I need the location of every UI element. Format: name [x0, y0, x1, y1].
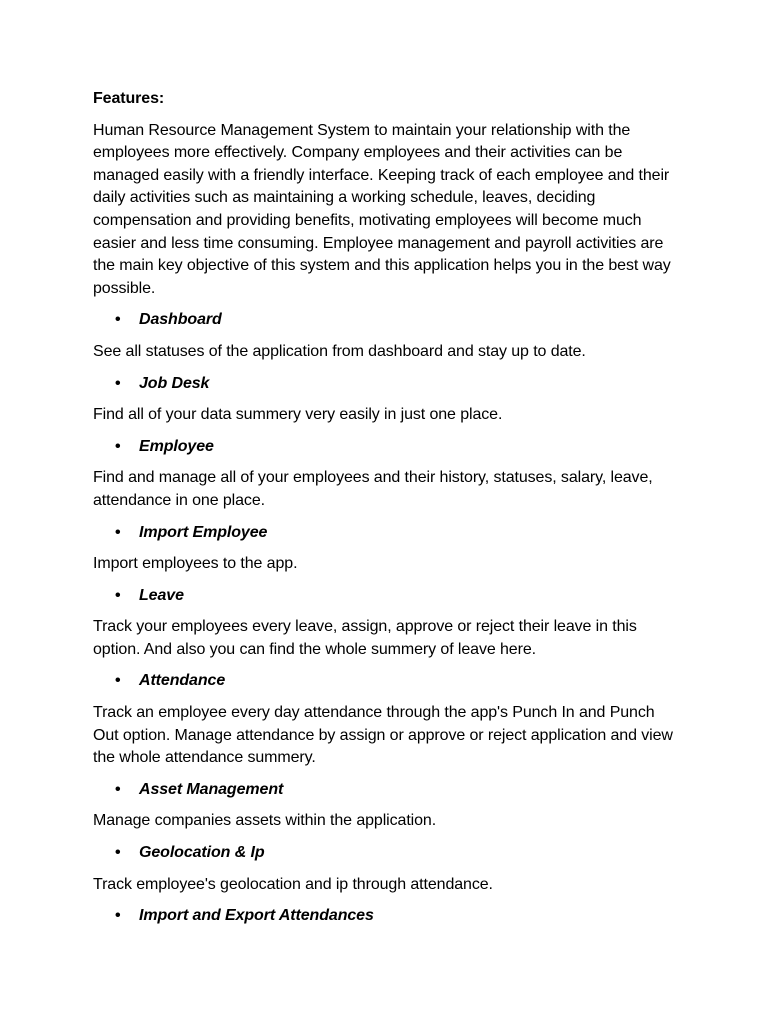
- feature-item-dashboard: [93, 309, 683, 332]
- feature-item-leave: [93, 585, 683, 608]
- feature-title: Attendance: [139, 672, 226, 690]
- feature-item-asset-management: [93, 779, 683, 802]
- feature-title: Employee: [139, 437, 214, 455]
- feature-title: Asset Management: [139, 780, 284, 798]
- document-page: [93, 88, 683, 937]
- feature-title: Dashboard: [139, 311, 222, 329]
- feature-description: Track an employee every day attendance through the app's Punch In and Punch Out option. Manage attendance by assign or approve or reject application and view the whole attendance summery.: [93, 704, 673, 767]
- bullet-icon: •: [115, 672, 121, 690]
- feature-title: Import Employee: [139, 523, 268, 541]
- feature-item-import-employee: [93, 522, 683, 545]
- feature-item-import-export-attendances: [93, 905, 683, 928]
- feature-description: Find and manage all of your employees and their history, statuses, salary, leave, attendance in one place.: [93, 469, 653, 509]
- feature-description: Find all of your data summery very easily in just one place.: [93, 406, 503, 424]
- features-heading: Features:: [93, 90, 165, 107]
- feature-item-attendance: [93, 670, 683, 693]
- feature-item-geolocation-ip: [93, 842, 683, 865]
- feature-title: Job Desk: [139, 374, 210, 392]
- intro-paragraph: Human Resource Management System to maintain your relationship with the employees more effectively. Company employees and their activities can be managed easily with a friendly interface. Keeping track of each employee and their daily activities such as maintaining a working schedule, leaves, deciding compensation and providing benefits, motivating employees will become much easier and less time consuming. Employee management and payroll activities are the main key objective of this system and this application helps you in the best way possible.: [93, 121, 671, 297]
- feature-description: Import employees to the app.: [93, 555, 298, 573]
- feature-title: Leave: [139, 586, 184, 604]
- bullet-icon: •: [115, 844, 121, 862]
- feature-description: Track employee's geolocation and ip through attendance.: [93, 875, 493, 893]
- feature-item-job-desk: [93, 373, 683, 396]
- feature-title: Geolocation & Ip: [139, 844, 265, 862]
- feature-description: Track your employees every leave, assign, approve or reject their leave in this option. And also you can find the whole summery of leave here.: [93, 618, 637, 658]
- bullet-icon: •: [115, 523, 121, 541]
- bullet-icon: •: [115, 437, 121, 455]
- bullet-icon: •: [115, 780, 121, 798]
- bullet-icon: •: [115, 586, 121, 604]
- bullet-icon: •: [115, 907, 121, 925]
- bullet-icon: •: [115, 374, 121, 392]
- feature-title: Import and Export Attendances: [139, 907, 374, 925]
- feature-description: See all statuses of the application from dashboard and stay up to date.: [93, 342, 586, 360]
- feature-description: Manage companies assets within the application.: [93, 812, 437, 830]
- feature-item-employee: [93, 436, 683, 459]
- bullet-icon: •: [115, 311, 121, 329]
